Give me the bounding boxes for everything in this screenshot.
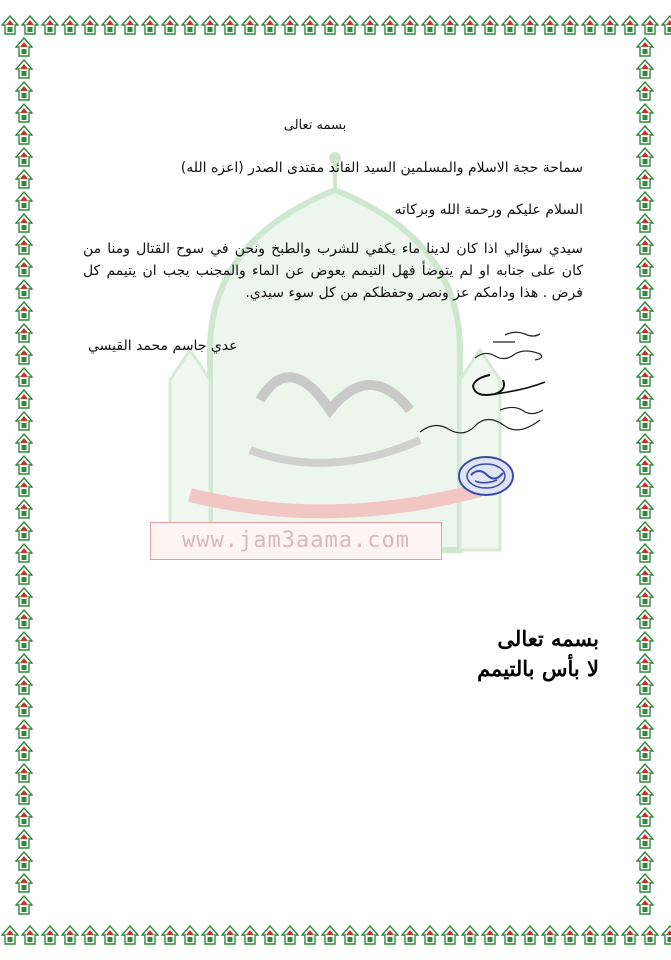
border-ornament-icon [15,411,33,431]
border-ornament-icon [636,719,654,739]
border-ornament-icon [241,925,259,945]
border-ornament-icon [15,147,33,167]
border-ornament-icon [581,15,599,35]
border-ornament-icon [15,895,33,915]
border-ornament-icon [201,15,219,35]
border-ornament-icon [541,15,559,35]
border-ornament-icon [661,15,671,35]
border-ornament-icon [636,477,654,497]
border-ornament-icon [441,15,459,35]
border-ornament-icon [341,15,359,35]
border-ornament-icon [141,925,159,945]
border-ornament-icon [15,59,33,79]
border-ornament-icon [636,323,654,343]
border-ornament-icon [1,925,19,945]
border-ornament-icon [636,147,654,167]
border-ornament-icon [501,15,519,35]
border-ornament-icon [15,609,33,629]
border-ornament-icon [15,125,33,145]
typed-answer [477,624,599,684]
border-ornament-icon [361,925,379,945]
border-ornament-icon [15,763,33,783]
border-ornament-icon [15,499,33,519]
border-ornament-icon [636,807,654,827]
border-ornament-icon [81,15,99,35]
border-ornament-icon [501,925,519,945]
border-ornament-icon [636,103,654,123]
border-ornament-icon [15,807,33,827]
border-ornament-icon [221,925,239,945]
border-ornament-icon [21,15,39,35]
border-ornament-icon [481,15,499,35]
border-ornament-icon [401,925,419,945]
border-ornament-icon [281,15,299,35]
border-ornament-icon [15,851,33,871]
border-ornament-icon [636,653,654,673]
border-ornament-icon [636,125,654,145]
border-ornament-icon [15,81,33,101]
border-ornament-icon [636,191,654,211]
answer-ruling: لا بأس بالتيمم [477,656,599,681]
border-ornament-icon [141,15,159,35]
border-ornament-icon [361,15,379,35]
handwritten-reply-signature [415,320,555,450]
border-ornament-icon [121,15,139,35]
border-ornament-icon [15,279,33,299]
border-ornament-icon [15,873,33,893]
border-ornament-icon [161,925,179,945]
official-seal-stamp [457,455,515,497]
border-ornament-icon [261,925,279,945]
border-ornament-icon [601,925,619,945]
border-ornament-icon [636,565,654,585]
border-ornament-icon [15,345,33,365]
border-ornament-icon [261,15,279,35]
border-ornament-icon [241,15,259,35]
border-ornament-icon [161,15,179,35]
border-ornament-icon [61,15,79,35]
border-ornament-icon [461,925,479,945]
border-ornament-icon [661,925,671,945]
border-ornament-icon [636,543,654,563]
decorative-border-right [635,36,657,924]
border-ornament-icon [421,925,439,945]
decorative-border-top [0,14,671,36]
border-ornament-icon [15,477,33,497]
border-ornament-icon [636,37,654,57]
border-ornament-icon [421,15,439,35]
border-ornament-icon [15,697,33,717]
border-ornament-icon [401,15,419,35]
border-ornament-icon [15,389,33,409]
border-ornament-icon [636,81,654,101]
border-ornament-icon [15,719,33,739]
border-ornament-icon [636,433,654,453]
border-ornament-icon [636,301,654,321]
border-ornament-icon [601,15,619,35]
border-ornament-icon [101,15,119,35]
border-ornament-icon [15,455,33,475]
border-ornament-icon [621,925,639,945]
border-ornament-icon [641,15,659,35]
signer-name: عدي جاسم محمد القيسي [88,338,238,354]
border-ornament-icon [15,367,33,387]
border-ornament-icon [41,925,59,945]
border-ornament-icon [636,235,654,255]
border-ornament-icon [636,455,654,475]
border-ornament-icon [381,925,399,945]
border-ornament-icon [636,587,654,607]
border-ornament-icon [15,521,33,541]
border-ornament-icon [181,15,199,35]
border-ornament-icon [636,697,654,717]
border-ornament-icon [15,323,33,343]
border-ornament-icon [636,389,654,409]
decorative-border-left [14,36,36,924]
border-ornament-icon [15,433,33,453]
question-paragraph: سيدي سؤالي اذا كان لدينا ماء يكفي للشرب والطبخ ونحن في سوح القتال ومنا من كان على جنابه او لم يتوضأ فهل التيمم يعوض عن الماء والمجنب يجب ان يتيمم كل فرض . هذا ودامكم عز ونصر وحفظكم من كل سوء سيدي. [83,241,583,301]
border-ornament-icon [181,925,199,945]
border-ornament-icon [636,631,654,651]
watermark-url: www.jam3aama.com [150,522,442,560]
border-ornament-icon [636,345,654,365]
border-ornament-icon [15,191,33,211]
border-ornament-icon [201,925,219,945]
border-ornament-icon [481,925,499,945]
border-ornament-icon [15,257,33,277]
border-ornament-icon [61,925,79,945]
border-ornament-icon [381,15,399,35]
border-ornament-icon [636,279,654,299]
border-ornament-icon [221,15,239,35]
border-ornament-icon [15,37,33,57]
border-ornament-icon [15,213,33,233]
decorative-border-bottom [0,924,671,946]
border-ornament-icon [636,411,654,431]
border-ornament-icon [15,565,33,585]
border-ornament-icon [41,15,59,35]
border-ornament-icon [281,925,299,945]
border-ornament-icon [15,543,33,563]
border-ornament-icon [321,925,339,945]
border-ornament-icon [301,15,319,35]
border-ornament-icon [636,499,654,519]
border-ornament-icon [521,925,539,945]
border-ornament-icon [15,785,33,805]
border-ornament-icon [521,15,539,35]
border-ornament-icon [636,763,654,783]
border-ornament-icon [341,925,359,945]
border-ornament-icon [636,851,654,871]
border-ornament-icon [15,829,33,849]
border-ornament-icon [636,895,654,915]
border-ornament-icon [641,925,659,945]
border-ornament-icon [636,169,654,189]
border-ornament-icon [636,829,654,849]
border-ornament-icon [636,609,654,629]
border-ornament-icon [21,925,39,945]
border-ornament-icon [81,925,99,945]
border-ornament-icon [15,103,33,123]
letter-heading: بسمه تعالى [283,118,347,133]
border-ornament-icon [541,925,559,945]
border-ornament-icon [636,741,654,761]
border-ornament-icon [636,59,654,79]
answer-heading: بسمه تعالى [497,626,599,651]
border-ornament-icon [15,653,33,673]
border-ornament-icon [15,675,33,695]
border-ornament-icon [101,925,119,945]
border-ornament-icon [461,15,479,35]
border-ornament-icon [636,521,654,541]
border-ornament-icon [301,925,319,945]
border-ornament-icon [561,925,579,945]
greeting-line: السلام عليكم ورحمة الله وبركاته [394,202,583,218]
border-ornament-icon [561,15,579,35]
border-ornament-icon [441,925,459,945]
border-ornament-icon [636,675,654,695]
addressee-line: سماحة حجة الاسلام والمسلمين السيد القائد مقتدى الصدر (اعزه الله) [180,160,583,176]
border-ornament-icon [321,15,339,35]
border-ornament-icon [621,15,639,35]
border-ornament-icon [15,587,33,607]
border-ornament-icon [121,925,139,945]
border-ornament-icon [1,15,19,35]
border-ornament-icon [636,785,654,805]
border-ornament-icon [15,631,33,651]
border-ornament-icon [15,169,33,189]
border-ornament-icon [581,925,599,945]
border-ornament-icon [636,257,654,277]
border-ornament-icon [636,213,654,233]
border-ornament-icon [15,301,33,321]
border-ornament-icon [15,741,33,761]
border-ornament-icon [636,873,654,893]
border-ornament-icon [15,235,33,255]
border-ornament-icon [636,367,654,387]
